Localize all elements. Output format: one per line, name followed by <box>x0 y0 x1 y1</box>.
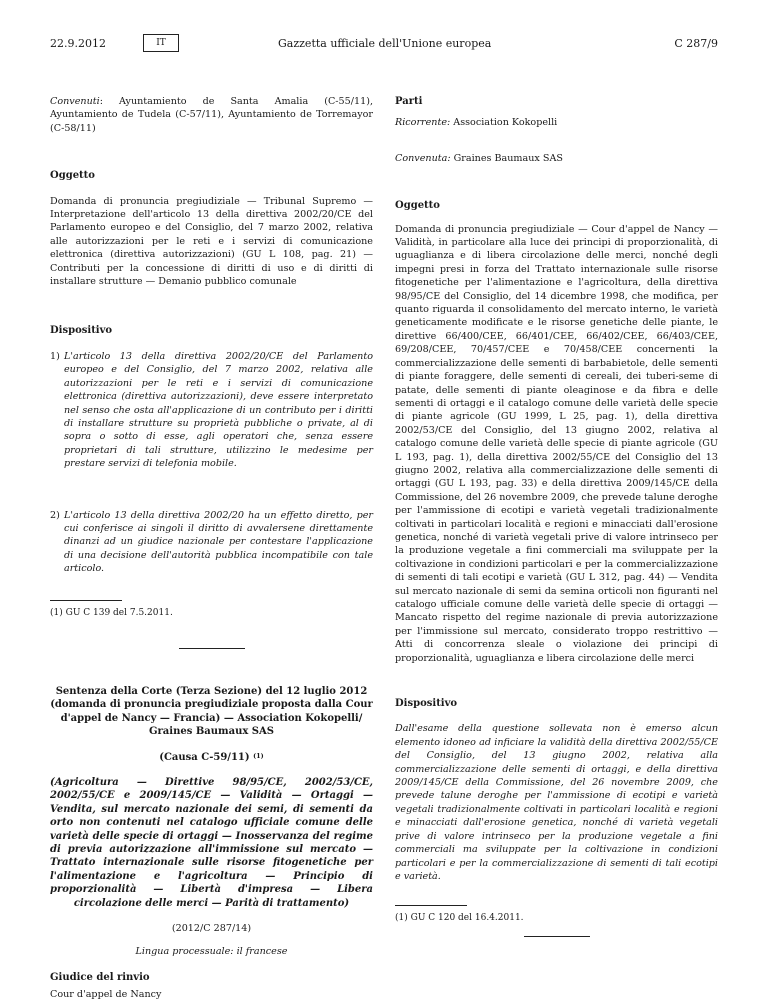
giudice-text: Cour d'appel de Nancy <box>50 989 162 1001</box>
causa-line <box>50 751 373 764</box>
right-column <box>395 95 718 937</box>
footnote-rule <box>50 600 122 601</box>
convenuta-text: Graines Baumaux SAS <box>450 152 563 164</box>
dispositivo-heading: Dispositivo <box>395 698 458 710</box>
convenuta-line <box>395 152 718 165</box>
header-date: 22.9.2012 <box>50 37 106 50</box>
convenuti-label: Convenuti <box>50 96 100 107</box>
item-number: 2) <box>50 509 60 521</box>
dispositivo-item-2 <box>50 509 373 576</box>
item-text: L'articolo 13 della direttiva 2002/20 ha un effetto diretto, per cui conferisce ai singoli il diritto di avvalersene direttamente dinanzi ad un giudice nazionale per contestare l'applicazione di una decisione dell'autorità pubblica incompatibile con tale articolo. <box>64 509 373 575</box>
section-separator <box>524 936 590 937</box>
language-badge: IT <box>143 34 179 52</box>
oggetto-heading: Oggetto <box>50 170 95 182</box>
footnote-rule <box>395 905 467 906</box>
convenuti-paragraph <box>50 95 373 135</box>
dispositivo-text: Dall'esame della questione sollevata non è emerso alcun elemento idoneo ad inficiare la validità della direttiva 2002/55/CE del Consiglio, del 13 giugno 2002, relativa alla commercializzazione delle sementi di ortaggi, e della direttiva 2009/145/CE della Commissione, del 26 novembre 2009, che prevede talune deroghe per l'ammissione di ecotipi e varietà vegetali tradizionalmente coltivati in particolari località e regioni e minacciati dall'erosione genetica, nonché di varietà vegetali prive di valore intrinseco per la produzione vegetale a fini commerciali ma sviluppate per la coltivazione in condizioni particolari e per la commercializzazione di sementi di tali ecotipi e varietà. <box>395 723 718 882</box>
item-number: 1) <box>50 350 60 362</box>
footnote <box>395 912 718 925</box>
page-number: C 287/9 <box>674 37 718 50</box>
ricorrente-text: Association Kokopelli <box>450 117 558 129</box>
footnote-text: GU C 120 del 16.4.2011. <box>410 913 524 924</box>
keywords: (Agricoltura — Direttive 98/95/CE, 2002/53/CE, 2002/55/CE e 2009/145/CE — Validità — Ortaggi — Vendita, sul mercato nazionale dei semi, di sementi da orto non contenuti nel catalogo ufficiale comune delle varietà delle specie di ortaggi — Inosservanza del regime di previa autorizzazione all'immissione sul mercato — Trattato internazionale sulle risorse fitogenetiche per l'alimentazione e l'agricoltura — Principio di proporzionalità — Libertà d'impresa — Libera circolazione delle merci — Parità di trattamento) <box>50 777 373 909</box>
reference-number: (2012/C 287/14) <box>171 923 252 935</box>
oggetto-text: Domanda di pronuncia pregiudiziale — Tribunal Supremo — Interpretazione dell'articolo 13 della direttiva 2002/20/CE del Parlamento europeo e del Consiglio, del 7 marzo 2002, relativa alle autorizzazioni per le reti e i servizi di comunicazione elettronica (direttiva autorizzazioni) (GU L 108, pag. 21) — Contributi per la concessione di diritti di uso e di diritti di installare strutture — Demanio pubblico comunale <box>50 195 373 288</box>
left-column <box>50 95 373 1002</box>
section-separator <box>179 648 245 649</box>
item-text: L'articolo 13 della direttiva 2002/20/CE del Parlamento europeo e del Consiglio, del 7 marzo 2002, relativa alle autorizzazioni per le reti e i servizi di comunicazione elettronica (direttiva autorizzazioni), deve essere interpretato nel senso che osta all'applicazione di un contributo per i diritti di installare strutture su proprietà pubbliche o private, al di sopra o sotto di esse, agli operatori che, senza essere proprietari di tali strutture, utilizzino le medesime per prestare servizi di telefonia mobile. <box>64 350 373 470</box>
causa-mark: (1) <box>253 751 264 760</box>
sentenza-title: Sentenza della Corte (Terza Sezione) del 12 luglio 2012 (domanda di pronuncia pregiudiziale proposta dalla Cour d'appel de Nancy — Francia) — Association Kokopelli/ Graines Baumaux SAS <box>50 685 373 738</box>
ricorrente-line <box>395 116 718 129</box>
footnote-mark: (1) <box>50 607 63 618</box>
convenuti-text: : Ayuntamiento de Santa Amalia (C-55/11), Ayuntamiento de Tudela (C-57/11), Ayuntamiento de Torremayor (C-58/11) <box>50 96 373 134</box>
journal-title: Gazzetta ufficiale dell'Unione europea <box>278 37 492 50</box>
dispositivo-item-1 <box>50 350 373 471</box>
oggetto-heading: Oggetto <box>395 200 440 212</box>
convenuta-label: Convenuta: <box>395 152 451 164</box>
footnote-mark: (1) <box>395 913 408 924</box>
ricorrente-label: Ricorrente: <box>395 117 451 129</box>
dispositivo-heading: Dispositivo <box>50 325 113 337</box>
causa-text: (Causa C-59/11) <box>159 751 250 763</box>
footnote-text: GU C 139 del 7.5.2011. <box>65 607 173 618</box>
oggetto-text: Domanda di pronuncia pregiudiziale — Cour d'appel de Nancy — Validità, in particolare alla luce dei principi di proporzionalità, di uguaglianza e di libera circolazione delle merci, nonché degli impegni presi in forza del Trattato internazionale sulle risorse fitogenetiche per l'alimentazione e l'agricoltura, della direttiva 98/95/CE del Consiglio, del 14 dicembre 1998, che modifica, per quanto riguarda il consolidamento del mercato interno, le varietà geneticamente modificate e le risorse genetiche delle piante, le direttive 66/400/CEE, 66/401/CEE, 66/402/CEE, 66/403/CEE, 69/208/CEE, 70/457/CEE e 70/458/CEE concernenti la commercializzazione delle sementi di barbabietole, delle sementi di piante foraggere, delle sementi di cereali, dei tuberi-seme di patate, delle sementi di piante oleaginose e da fibra e delle sementi di ortaggi e il catalogo comune delle varietà delle specie di piante agricole (GU 1999, L 25, pag. 1), della direttiva 2002/53/CE del Consiglio, del 13 giugno 2002, relativa al catalogo comune delle varietà delle specie di piante agricole (GU L 193, pag. 1), della direttiva 2002/55/CE del Consiglio del 13 giugno 2002, relativa alla commercializzazione delle sementi di ortaggi (GU L 193, pag. 33) e della direttiva 2009/145/CE della Commissione, del 26 novembre 2009, che prevede talune deroghe per l'ammissione di ecotipi e varietà vegetali tradizionalmente coltivati in particolari località e regioni e minacciati dall'erosione genetica, nonché di varietà vegetali prive di valore intrinseco per la produzione vegetale a fini commerciali ma sviluppate per la coltivazione in condizioni particolari e per la commercializzazione di sementi di tali ecotipi e varietà (GU L 312, pag. 44) — Vendita sul mercato nazionale di semi da semina orticoli non figuranti nel catalogo ufficiale comune delle varietà delle specie di ortaggi — Mancato rispetto del regime nazionale di previa autorizzazione per l'immissione sul mercato, considerato troppo restrittivo — Atti di concorrenza sleale o violazione dei principi di proporzionalità, uguaglianza e libera circolazione delle merci <box>395 223 718 664</box>
giudice-heading: Giudice del rinvio <box>50 971 150 983</box>
procedural-language: Lingua processuale: il francese <box>135 946 288 958</box>
footnote <box>50 607 373 620</box>
parti-heading: Parti <box>395 96 423 107</box>
